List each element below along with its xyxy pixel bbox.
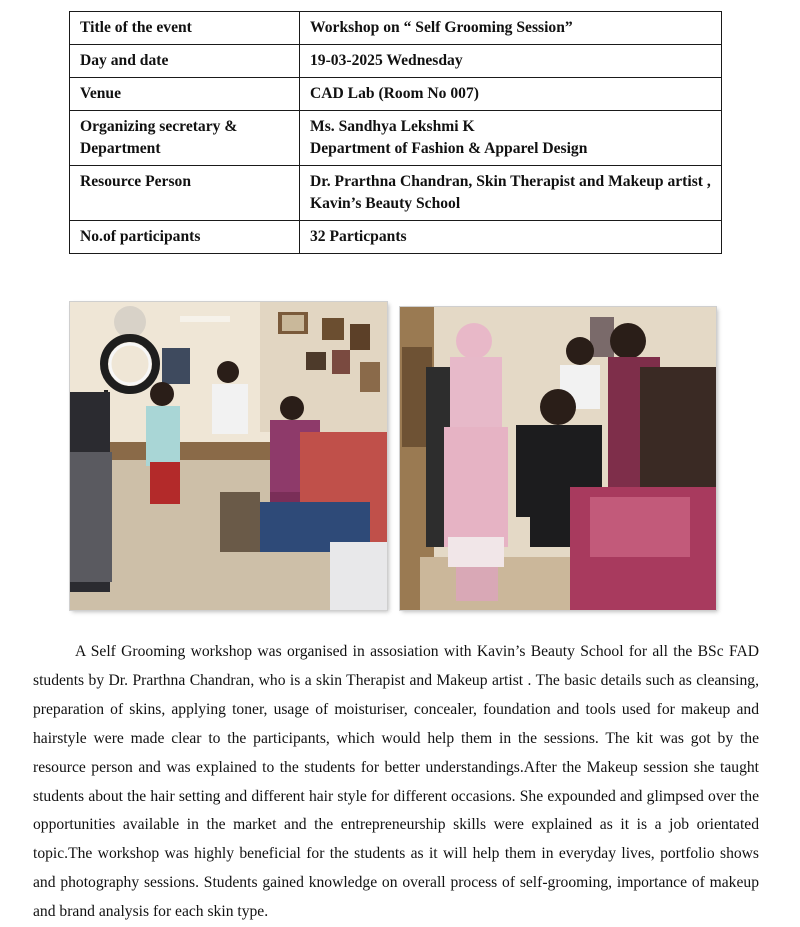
resource-person-label: Resource Person [70, 166, 300, 221]
workshop-photo-right [400, 307, 716, 610]
organizer-label: Organizing secretary & Department [70, 111, 300, 166]
report-paragraph: A Self Grooming workshop was organised in assosiation with Kavin’s Beauty School for all the BSc FAD students by Dr. Prarthna Chandran, who is a skin Therapist and Makeup artist . The basic details such as cleansing, preparation of skins, applying toner, usage of moisturiser, concealer, foundation and tools used for makeup and hairstyle were made clear to the participants, which would help them in the sessions. The kit was got by the resource person and was explained to the students for better understandings.After the Makeup session she taught students about the hair setting and different hair style for different occasions. She expounded and glimpsed over the opportunities available in the market and the entrepreneurship skills were explained as it is a job orientated topic.The workshop was highly beneficial for the students as it will help them in everyday lives, portfolio shows and photography sessions. Students gained knowledge on overall process of self-grooming, importance of makeup and brand analysis for each skin type. [33, 643, 759, 921]
resource-person-value: Dr. Prarthna Chandran, Skin Therapist and Makeup artist , Kavin’s Beauty School [300, 166, 722, 221]
participants-value: 32 Particpants [300, 221, 722, 254]
organizer-name: Ms. Sandhya Lekshmi K [310, 118, 475, 135]
table-row [70, 111, 722, 166]
date-value: 19-03-2025 Wednesday [300, 45, 722, 78]
table-row [70, 12, 722, 45]
title-label: Title of the event [70, 12, 300, 45]
table-row [70, 78, 722, 111]
event-details-table [69, 11, 722, 254]
venue-value: CAD Lab (Room No 007) [300, 78, 722, 111]
participants-label: No.of participants [70, 221, 300, 254]
organizer-department: Department of Fashion & Apparel Design [310, 140, 588, 157]
title-value: Workshop on “ Self Grooming Session” [300, 12, 722, 45]
table-row [70, 166, 722, 221]
workshop-photo-left-illustration [70, 302, 387, 610]
workshop-photo-left [70, 302, 387, 610]
venue-label: Venue [70, 78, 300, 111]
table-row [70, 45, 722, 78]
table-row [70, 221, 722, 254]
workshop-photo-right-illustration [400, 307, 716, 610]
organizer-value [300, 111, 722, 166]
date-label: Day and date [70, 45, 300, 78]
